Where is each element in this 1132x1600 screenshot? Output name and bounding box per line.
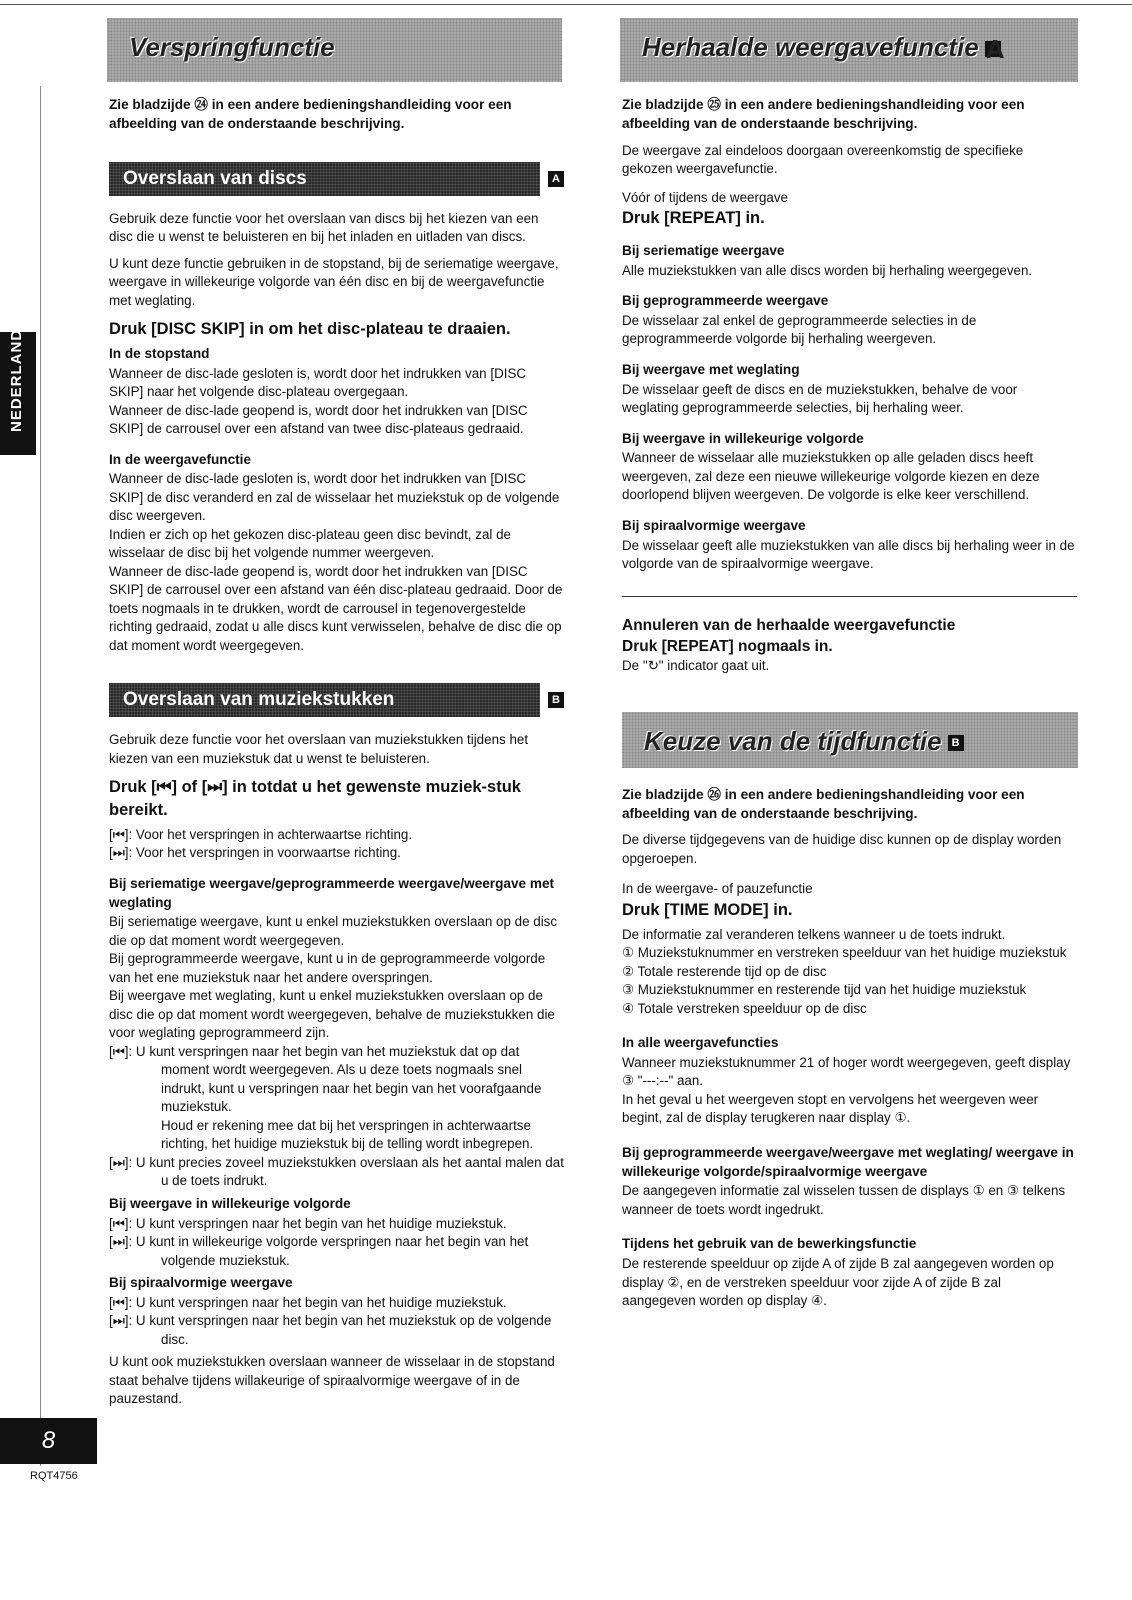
time-item-2: ② Totale resterende tijd op de disc	[622, 963, 827, 979]
spiral-heading: Bij spiraalvormige weergave	[109, 1275, 293, 1291]
banner-repeat-title	[642, 32, 1005, 65]
time-all-text-2: In het geval u het weergeven stopt en vervolgens het weergeven weer begint, zal de display terugkeren naar display ①.	[622, 1091, 1039, 1126]
time-title-text: Keuze van de tijdfunctie	[644, 725, 942, 756]
disc-skip-p2: U kunt deze functie gebruiken in de stopstand, bij de seriematige weergave, weergave in willekeurige volgorde van één disc en bij de weergavefunctie met weglating.	[109, 255, 559, 308]
time-item-1: ① Muziekstuknummer en verstreken speelduur van het huidige muziekstuk	[622, 945, 1067, 961]
repeat-p1: De weergave zal eindeloos doorgaan overeenkomstig de specifieke gekozen weergavefunctie.	[622, 142, 1024, 176]
language-tab	[0, 317, 36, 455]
repeat-intro: Zie bladzijde ㉕ in een andere bedieningshandleiding voor een afbeelding van de onderstaande beschrijving.	[622, 97, 1025, 131]
random-back: [⏮]: U kunt verspringen naar het begin van het huidige muziekstuk.	[109, 1215, 507, 1231]
seq-back: [⏮]: U kunt verspringen naar het begin van het muziekstuk dat op dat moment wordt weergegeven. Als u deze toets nogmaals snel indrukt, kunt u verspringen naar het begin van het voorafgaande muziekstuk.	[109, 1043, 542, 1115]
track-skip-title: Overslaan van muziekstukken	[109, 683, 540, 717]
random-forward: [⏭]: U kunt in willekeurige volgorde verspringen naar het begin van het volgende muziekstuk.	[109, 1234, 529, 1268]
badge-b: B	[948, 735, 964, 751]
time-intro: Zie bladzijde ㉖ in een andere bedieningshandleiding voor een afbeelding van de onderstaande beschrijving.	[622, 786, 1025, 821]
repeat-random-text: Wanneer de wisselaar alle muziekstukken op alle geladen discs heeft weergeven, zal deze een nieuwe willekeurige volgorde kiezen en deze doorlopend blijven weergeven. De volgorde is elke keer verschillend.	[622, 450, 1040, 503]
banner-skip-function	[107, 18, 562, 82]
left-column	[109, 96, 564, 1409]
seq-forward: [⏭]: U kunt precies zoveel muziekstukken overslaan als het aantal malen dat u de toets indrukt.	[109, 1154, 564, 1189]
seq-back-note: Houd er rekening mee dat bij het verspringen in achterwaartse richting, het huidige muziekstuk bij de telling wordt inbegrepen.	[161, 1117, 534, 1152]
time-item-4: ④ Totale verstreken speelduur op de disc	[622, 1000, 867, 1016]
time-p3: De informatie zal veranderen telkens wanneer u de toets indrukt.	[622, 926, 1006, 942]
seq-text-1: Bij seriematige weergave, kunt u enkel muziekstukken overslaan op de disc die op dat moment wordt weergegeven.	[109, 914, 558, 948]
top-rule	[0, 4, 1132, 5]
badge-a: A	[985, 34, 1005, 65]
banner-repeat-function	[620, 18, 1078, 82]
time-prog-heading: Bij geprogrammeerde weergave/weergave met weglating/ weergave in willekeurige volgorde/spiraalvormige weergave	[622, 1144, 1074, 1179]
seq-text-3: Bij weergave met weglating, kunt u enkel muziekstukken overslaan op de disc die op dat moment wordt weergegeven, behalve de muziekstukken die voor weglating geprogrammeerd zijn.	[109, 988, 555, 1041]
repeat-cancel-note: De "↻" indicator gaat uit.	[622, 658, 770, 674]
time-all-heading: In alle weergavefuncties	[622, 1035, 779, 1051]
banner-skip-title: Verspringfunctie	[129, 32, 335, 62]
disc-skip-title: Overslaan van discs	[109, 162, 540, 196]
play-text-2: Indien er zich op het gekozen disc-plateau geen disc bevindt, zal de wisselaar de disc bij het volgende nummer weergeven.	[109, 526, 511, 561]
repeat-prog-text: De wisselaar zal enkel de geprogrammeerde selecties in de geprogrammeerde volgorde bij herhaling weergeven.	[622, 312, 977, 347]
random-heading: Bij weergave in willekeurige volgorde	[109, 1195, 351, 1211]
time-instruction: Druk [TIME MODE] in.	[622, 900, 793, 919]
repeat-skip-heading: Bij weergave met weglating	[622, 361, 800, 377]
repeat-spiral-heading: Bij spiraalvormige weergave	[622, 517, 806, 533]
repeat-spiral-text: De wisselaar geeft alle muziekstukken van alle discs bij herhaling weer in de volgorde van de spiraalvormige weergave.	[622, 537, 1075, 572]
seq-heading: Bij seriematige weergave/geprogrammeerde weergave/weergave met weglating	[109, 875, 555, 910]
seq-text-2: Bij geprogrammeerde weergave, kunt u in de geprogrammeerde volgorde van het ene muziekstuk naar het andere overspringen.	[109, 951, 546, 985]
track-skip-instruction: Druk [⏮] of [⏭] in totdat u het gewenste muziek-stuk bereikt.	[109, 778, 521, 820]
section-disc-skip	[109, 162, 564, 196]
spiral-forward: [⏭]: U kunt verspringen naar het begin van het muziekstuk op de volgende disc.	[109, 1313, 552, 1347]
time-all-text-1: Wanneer muziekstuknummer 21 of hoger wordt weergegeven, geeft display ③ "---:--" aan.	[622, 1054, 1071, 1089]
repeat-seq-text: Alle muziekstukken van alle discs worden bij herhaling weergegeven.	[622, 262, 1033, 278]
disc-skip-p1: Gebruik deze functie voor het overslaan van discs bij het kiezen van een disc die u wenst te beluisteren en bij het inladen en uitladen van discs.	[109, 210, 539, 244]
page-number: 8	[0, 1418, 97, 1464]
stop-text-2: Wanneer de disc-lade geopend is, wordt door het indrukken van [DISC SKIP] de carrousel over een afstand van twee disc-plateaus gedraaid.	[109, 402, 528, 437]
repeat-p2: Vóór of tijdens de weergave	[622, 189, 788, 205]
repeat-seq-heading: Bij seriematige weergave	[622, 242, 785, 258]
badge-a: A	[548, 171, 564, 187]
play-text-1: Wanneer de disc-lade gesloten is, wordt door het indrukken van [DISC SKIP] de disc veranderd en zal de wisselaar het muziekstuk op de volgende disc weergeven.	[109, 471, 560, 524]
track-forward: [⏭]: Voor het verspringen in voorwaartse richting.	[109, 845, 401, 861]
repeat-instruction: Druk [REPEAT] in.	[622, 209, 765, 227]
language-tab-label: NEDERLANDS	[8, 317, 25, 432]
track-skip-final: U kunt ook muziekstukken overslaan wanneer de wisselaar in de stopstand staat behalve tijdens willakeurige of spiraalvormige weergave of in de pauzestand.	[109, 1354, 555, 1407]
right-column	[622, 96, 1077, 1311]
skip-intro: Zie bladzijde ㉔ in een andere bedieningshandleiding voor een afbeelding van de onderstaande beschrijving.	[109, 97, 512, 131]
spiral-back: [⏮]: U kunt verspringen naar het begin van het huidige muziekstuk.	[109, 1294, 507, 1310]
track-back: [⏮]: Voor het verspringen in achterwaartse richting.	[109, 826, 413, 842]
section-divider	[622, 596, 1077, 597]
play-text-3: Wanneer de disc-lade geopend is, wordt door het indrukken van [DISC SKIP] de carrousel over een afstand van één disc-plateau gedraaid. Door de toets nogmaals in te drukken, wordt de carrousel in tegenovergestelde richting gedraaid, zodat u alle discs kunt verwisselen, behalve de disc die op dat moment wordt weergegeven.	[109, 563, 563, 653]
repeat-random-heading: Bij weergave in willekeurige volgorde	[622, 430, 864, 446]
section-track-skip	[109, 683, 564, 717]
margin-line	[40, 86, 43, 1466]
repeat-prog-heading: Bij geprogrammeerde weergave	[622, 293, 829, 309]
stop-heading: In de stopstand	[109, 345, 210, 361]
time-banner-title	[644, 724, 964, 760]
time-item-3: ③ Muziekstuknummer en resterende tijd van het huidige muziekstuk	[622, 982, 1027, 998]
repeat-cancel-heading: Annuleren van de herhaalde weergavefunctie	[622, 616, 956, 634]
time-edit-text: De resterende speelduur op zijde A of zijde B zal aangegeven worden op display ②, en de verstreken speelduur voor zijde A of zijde B zal aangegeven worden op display ④.	[622, 1256, 1054, 1309]
time-edit-heading: Tijdens het gebruik van de bewerkingsfunctie	[622, 1236, 917, 1252]
repeat-title-text: Herhaalde weergavefunctie	[642, 32, 979, 62]
repeat-skip-text: De wisselaar geeft de discs en de muziekstukken, behalve de voor weglating geprogrammeerde selecties, bij herhaling weer.	[622, 381, 1018, 416]
document-code: RQT4756	[30, 1470, 78, 1482]
badge-b: B	[548, 692, 564, 708]
time-prog-text: De aangegeven informatie zal wisselen tussen de displays ① en ③ telkens wanneer de toets wordt ingedrukt.	[622, 1183, 1066, 1217]
stop-text-1: Wanneer de disc-lade gesloten is, wordt door het indrukken van [DISC SKIP] naar het volgende disc-plateau overgegaan.	[109, 365, 527, 400]
repeat-cancel-instruction: Druk [REPEAT] nogmaals in.	[622, 637, 833, 655]
banner-time-function	[622, 712, 1077, 768]
time-p1: De diverse tijdgegevens van de huidige disc kunnen op de display worden opgeroepen.	[622, 832, 1062, 866]
time-p2: In de weergave- of pauzefunctie	[622, 881, 813, 897]
play-heading: In de weergavefunctie	[109, 451, 252, 467]
track-skip-p1: Gebruik deze functie voor het overslaan van muziekstukken tijdens het kiezen van een muziekstuk dat u wenst te beluisteren.	[109, 732, 529, 766]
disc-skip-instruction: Druk [DISC SKIP] in om het disc-plateau te draaien.	[109, 320, 511, 338]
